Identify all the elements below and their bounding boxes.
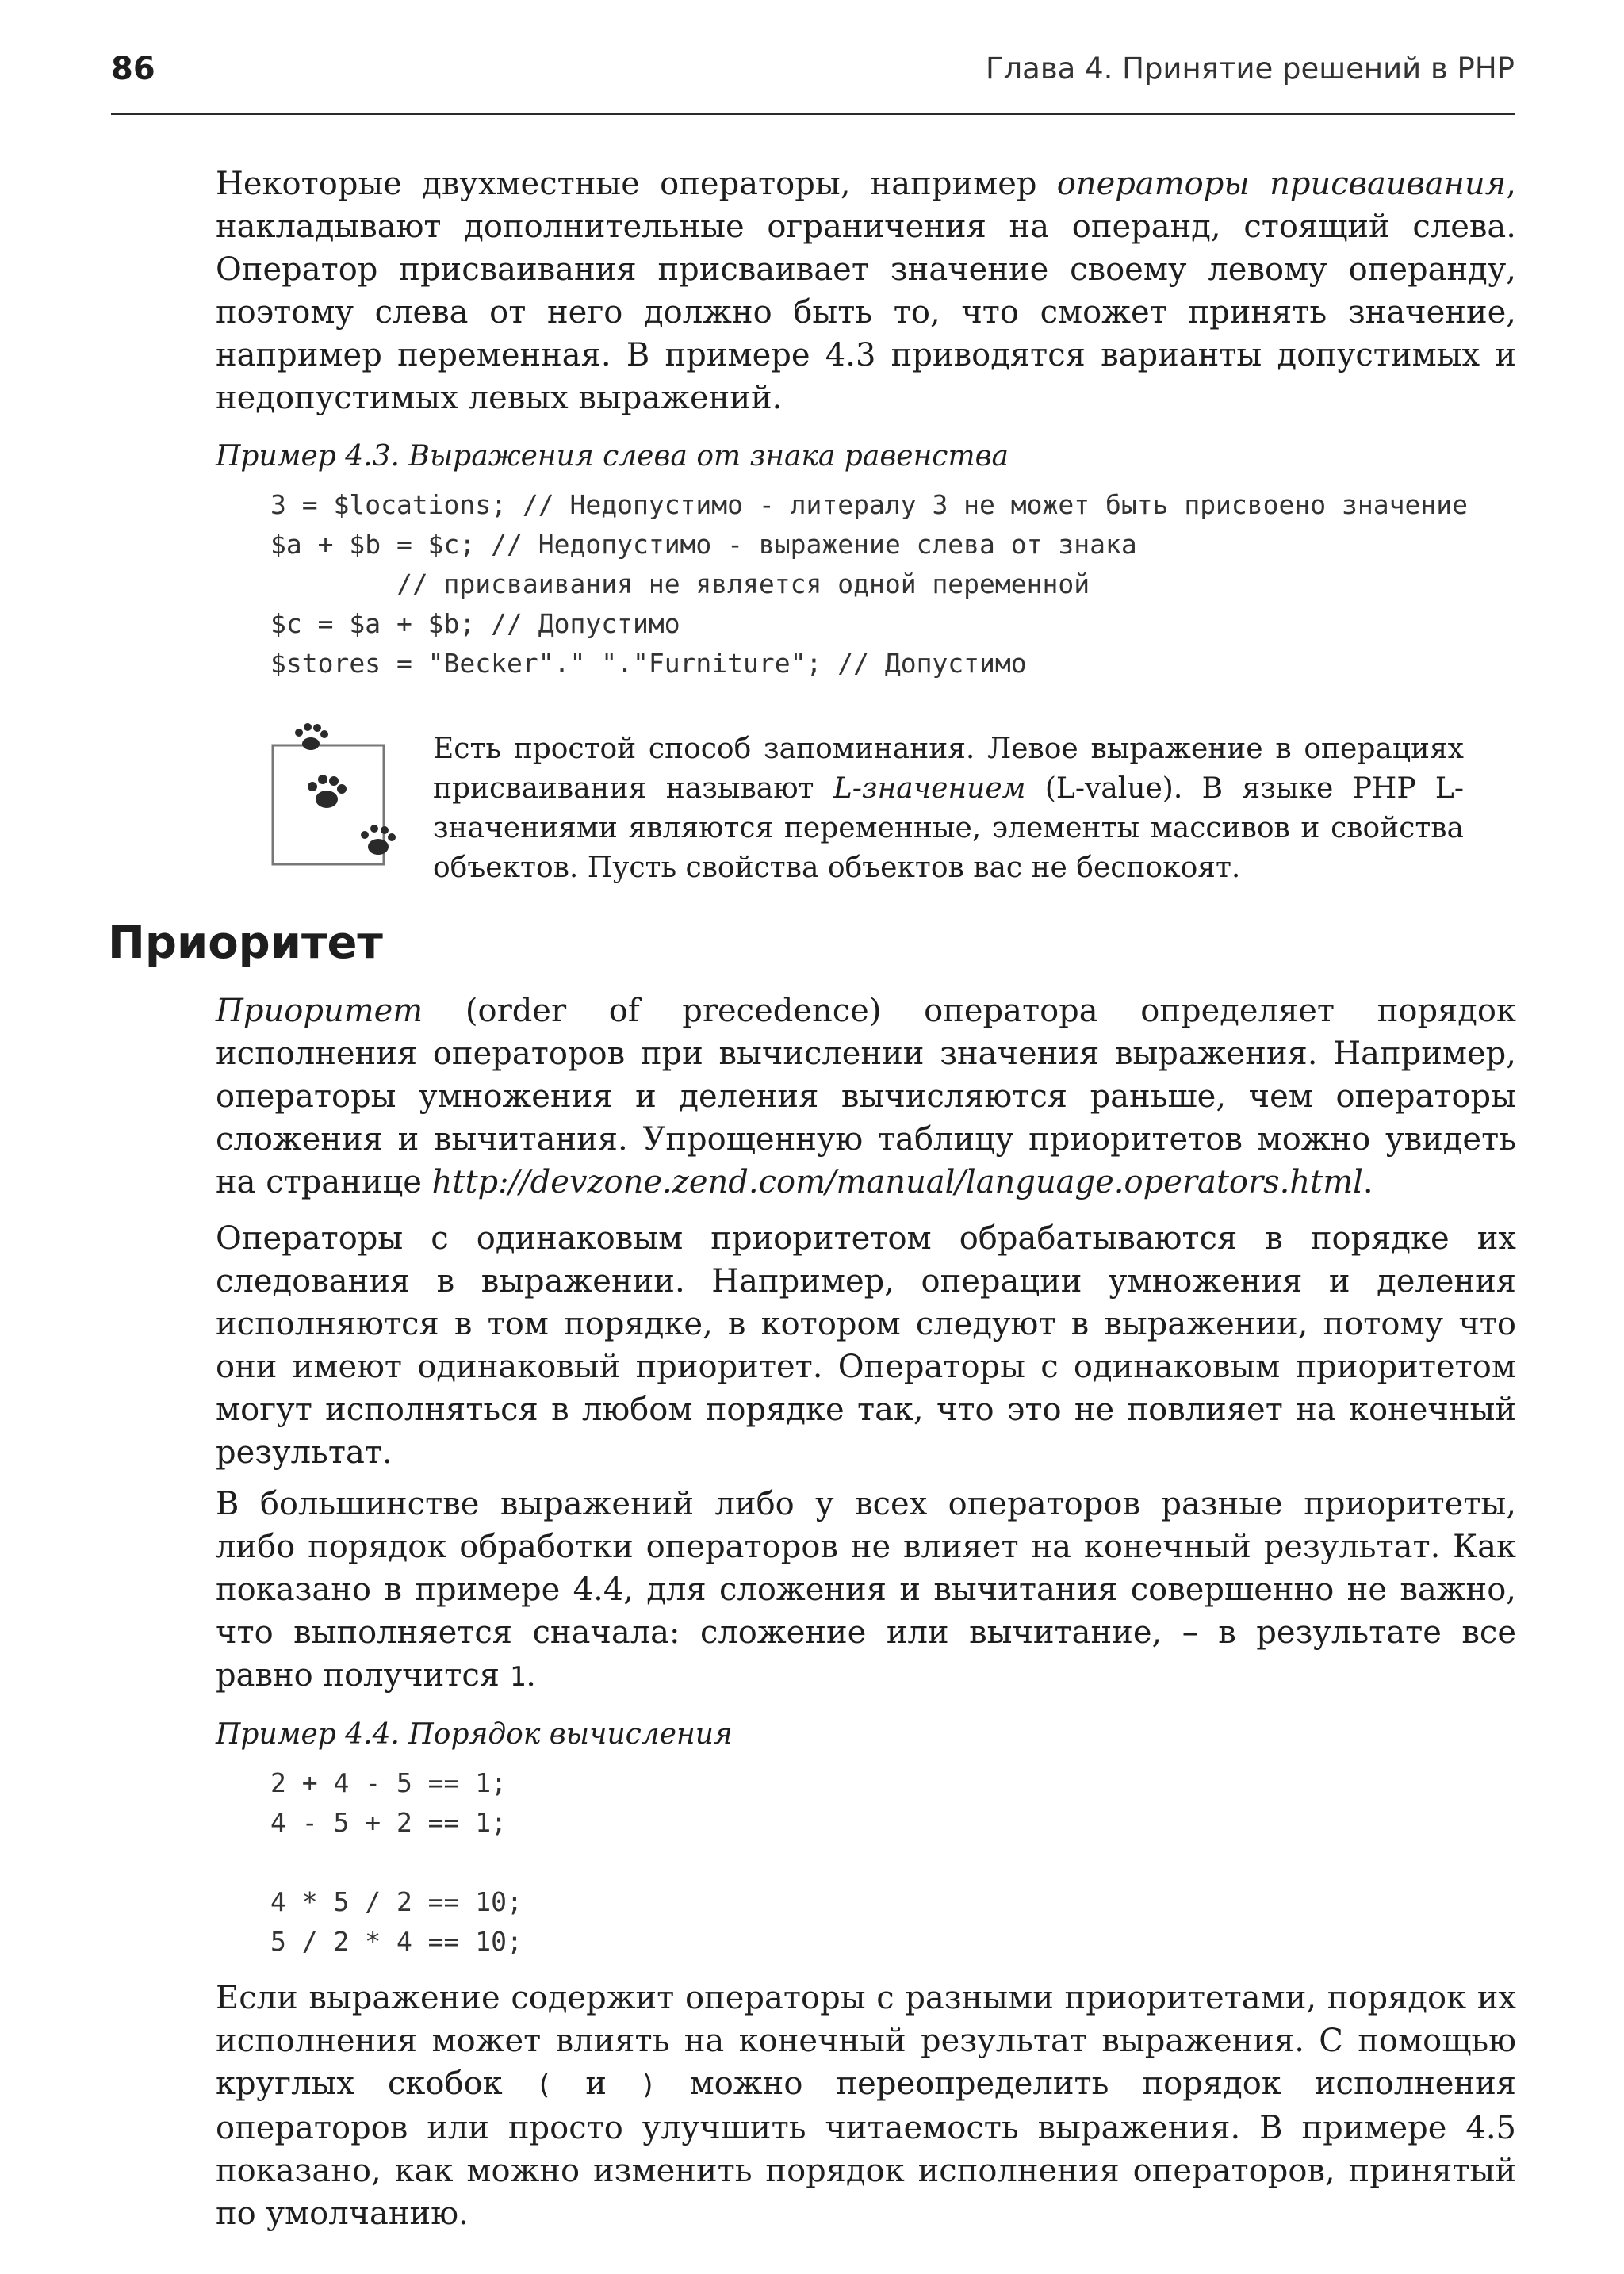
page-header [111,49,1515,115]
example-4-4-code: 2 + 4 - 5 == 1; 4 - 5 + 2 == 1; 4 * 5 / 2 == 10; 5 / 2 * 4 == 10; [270,1767,523,1957]
tip-text-b: (L-value). В языке PHP L-значениями являются переменные, элементы массивов и свойства объектов. Пусть свойства объектов вас не беспокоят. [433,772,1465,884]
paw-prints-icon [263,714,406,872]
tip-note [433,729,1464,888]
example-4-3-caption: Пример 4.3. Выражения слева от знака равенства [216,440,1009,473]
p4-text-mid: и [552,2065,641,2102]
precedence-paragraph-3 [216,1483,1516,1698]
page-number: 86 [111,51,155,87]
p4-text-a: Если выражение содержит операторы с разными приоритетами, порядок их исполнения может влиять на конечный результат выражения. С помощью круглых скобок [216,1980,1516,2102]
example-4-4-caption: Пример 4.4. Порядок вычисления [216,1718,733,1751]
p4-text-b: можно переопределить порядок исполнения операторов или просто улучшить читаемость выражения. В примере 4.5 показано, как можно изменить порядок исполнения операторов, принятый по умолчанию. [216,2065,1516,2232]
p4-inline-code-close: ) [640,2069,657,2101]
precedence-paragraph-2: Операторы с одинаковым приоритетом обрабатываются в порядке их следования в выражении. Например, операции умножения и деления исполняются в том порядке, в котором следуют в выражении, потому что они имеют одинаковый приоритет. Операторы с одинаковым приоритетом могут исполняться в любом порядке так, что это не повлияет на конечный результат. [216,1220,1516,1471]
tip-emphasis: L-значением [833,772,1026,805]
section-title: Приоритет [108,917,383,969]
p3-inline-code: 1 [509,1661,527,1693]
p4-inline-code-open: ( [535,2069,553,2101]
example-4-3-code: 3 = $locations; // Недопустимо - литералу 3 не может быть присвоено значение $a + $b = $c; // Недопустимо - выражение слева от знака // присваивания не является одной переменной $c = $a + $b; // Допустимо $stores = "Becker"." "."Furniture"; // Допустимо [270,489,1468,679]
intro-text-b: , накладывают дополнительные ограничения на операнд, стоящий слева. Оператор присваивания присваивает значение своему левому операнду, поэтому слева от него должно быть то, что сможет принять значение, например переменная. В примере 4.3 приводятся варианты допустимых и недопустимых левых выражений. [216,166,1516,416]
p3-text-a: В большинстве выражений либо у всех операторов разные приоритеты, либо порядок обработки операторов не влияет на конечный результат. Как показано в примере 4.4, для сложения и вычитания совершенно не важно, что выполняется сначала: сложение или вычитание, – в результате все равно получится [216,1486,1516,1694]
tip-text-a: Есть простой способ запоминания. Левое выражение в операциях присваивания называют [433,733,1464,805]
intro-paragraph [216,163,1516,419]
precedence-text-b: . [1362,1164,1373,1200]
precedence-url: http://devzone.zend.com/manual/language.operators.html [431,1164,1363,1200]
precedence-text-a: (order of precedence) оператора определяет порядок исполнения операторов при вычислении значения выражения. Например, операторы умножения и деления вычисляются раньше, чем операторы сложения и вычитания. Упрощенную таблицу приоритетов можно увидеть на странице [216,993,1516,1200]
p3-text-b: . [526,1657,536,1694]
intro-emphasis: операторы присваивания [1056,166,1507,202]
precedence-paragraph-1 [216,990,1516,1204]
precedence-emphasis: Приоритет [216,993,423,1029]
intro-text-a: Некоторые двухместные операторы, например [216,166,1057,202]
running-head: Глава 4. Принятие решений в PHP [985,52,1515,86]
precedence-paragraph-4 [216,1977,1516,2235]
